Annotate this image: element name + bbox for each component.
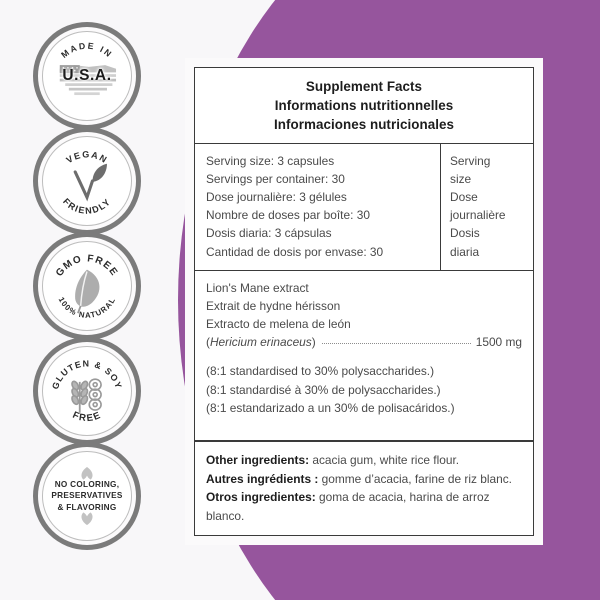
badge-made-in-usa — [33, 22, 141, 130]
latin-paren-open: ( — [206, 335, 210, 350]
badge-center-label: U.S.A. — [62, 67, 112, 84]
supplement-facts-panel — [194, 67, 534, 536]
badge-arc-bottom-label: FRIENDLY — [61, 196, 113, 216]
ingredient-name-es: Extracto de melena de león — [206, 317, 351, 332]
supplement-facts-card — [185, 58, 543, 545]
serving-label-6: diaria — [450, 244, 480, 259]
certification-badge-column — [24, 22, 150, 547]
serving-label-3: Dose — [450, 190, 478, 205]
ingredient-latin-name: Hericium erinaceus — [209, 335, 312, 350]
badge-arc-top-label: MADE IN — [59, 40, 115, 61]
header-title-es: Informaciones nutricionales — [274, 117, 454, 133]
serving-line-3: Dose journalière: 3 gélules — [206, 190, 347, 205]
serving-line-5: Dosis diaria: 3 cápsulas — [206, 226, 332, 241]
badge-arc-bottom-label: 100% NATURAL — [56, 295, 118, 320]
header-title-fr: Informations nutritionnelles — [274, 98, 454, 114]
ingredient-name-en: Lion's Mane extract — [206, 280, 309, 295]
serving-line-2: Servings per container: 30 — [206, 172, 345, 187]
standardization-note — [206, 362, 522, 417]
supplement-facts-header — [195, 68, 533, 144]
serving-label-2: size — [450, 172, 472, 187]
other-ingredients-label-en: Other ingredients: — [206, 453, 310, 468]
badge-gluten-soy-free — [33, 337, 141, 445]
vegan-leaf-v-icon — [38, 132, 136, 230]
serving-label-4: journalière — [450, 208, 506, 223]
other-ingredients-label-es: Otros ingredientes: — [206, 490, 316, 505]
standardization-en: (8:1 standardised to 30% polysaccharides.) — [206, 364, 435, 379]
badge-arc-top-label: GLUTEN & SOY — [50, 358, 124, 391]
latin-paren-close: ) — [311, 335, 316, 350]
svg-text:VEGAN — [64, 149, 109, 165]
badge-arc-top-label: GMO FREE — [54, 253, 120, 279]
serving-line-4: Nombre de doses par boîte: 30 — [206, 208, 370, 223]
serving-details-column — [195, 144, 441, 270]
serving-line-1: Serving size: 3 capsules — [206, 154, 335, 169]
badge-arc-bottom-label: FREE — [70, 409, 104, 425]
badge-center-label — [51, 479, 122, 514]
wheat-soy-icon — [38, 342, 136, 440]
serving-label-5: Dosis — [450, 226, 480, 241]
ingredient-amount-row — [206, 333, 522, 351]
badge-line-1: NO COLORING, — [54, 479, 120, 489]
standardization-fr: (8:1 standardisé à 30% de polysaccharides.) — [206, 382, 441, 397]
leaf-icon — [38, 237, 136, 335]
standardization-es: (8:1 estandarizado a un 30% de polisacáridos.) — [206, 400, 455, 415]
ingredient-name-fr: Extrait de hydne hérisson — [206, 298, 341, 313]
other-ingredients-value-fr: gomme d’acacia, farine de riz blanc. — [318, 471, 512, 486]
svg-text:FREE — [71, 410, 104, 425]
ingredient-amount: 1500 mg — [475, 335, 522, 350]
badge-vegan-friendly — [33, 127, 141, 235]
badge-no-additives — [33, 442, 141, 550]
other-ingredients-label-fr: Autres ingrédients : — [206, 471, 319, 486]
serving-line-6: Cantidad de dosis por envase: 30 — [206, 244, 384, 259]
other-ingredients-value-es: goma de acacia, harina de arroz blanco. — [206, 490, 490, 523]
badge-gmo-free — [33, 232, 141, 340]
dotted-leader — [322, 343, 471, 344]
other-ingredients-section — [195, 442, 533, 535]
serving-label-1: Serving — [450, 154, 491, 169]
badge-line-3: & FLAVORING — [57, 502, 117, 512]
active-ingredient-section — [195, 271, 533, 443]
serving-label-column — [441, 144, 533, 270]
badge-line-2: PRESERVATIVES — [51, 491, 123, 501]
header-title-en: Supplement Facts — [305, 79, 423, 94]
serving-information-section — [195, 144, 533, 271]
svg-text:MADE IN — [59, 41, 115, 60]
badge-arc-top-label: VEGAN — [64, 149, 110, 166]
other-ingredients-value-en: acacia gum, white rice flour. — [309, 453, 460, 468]
